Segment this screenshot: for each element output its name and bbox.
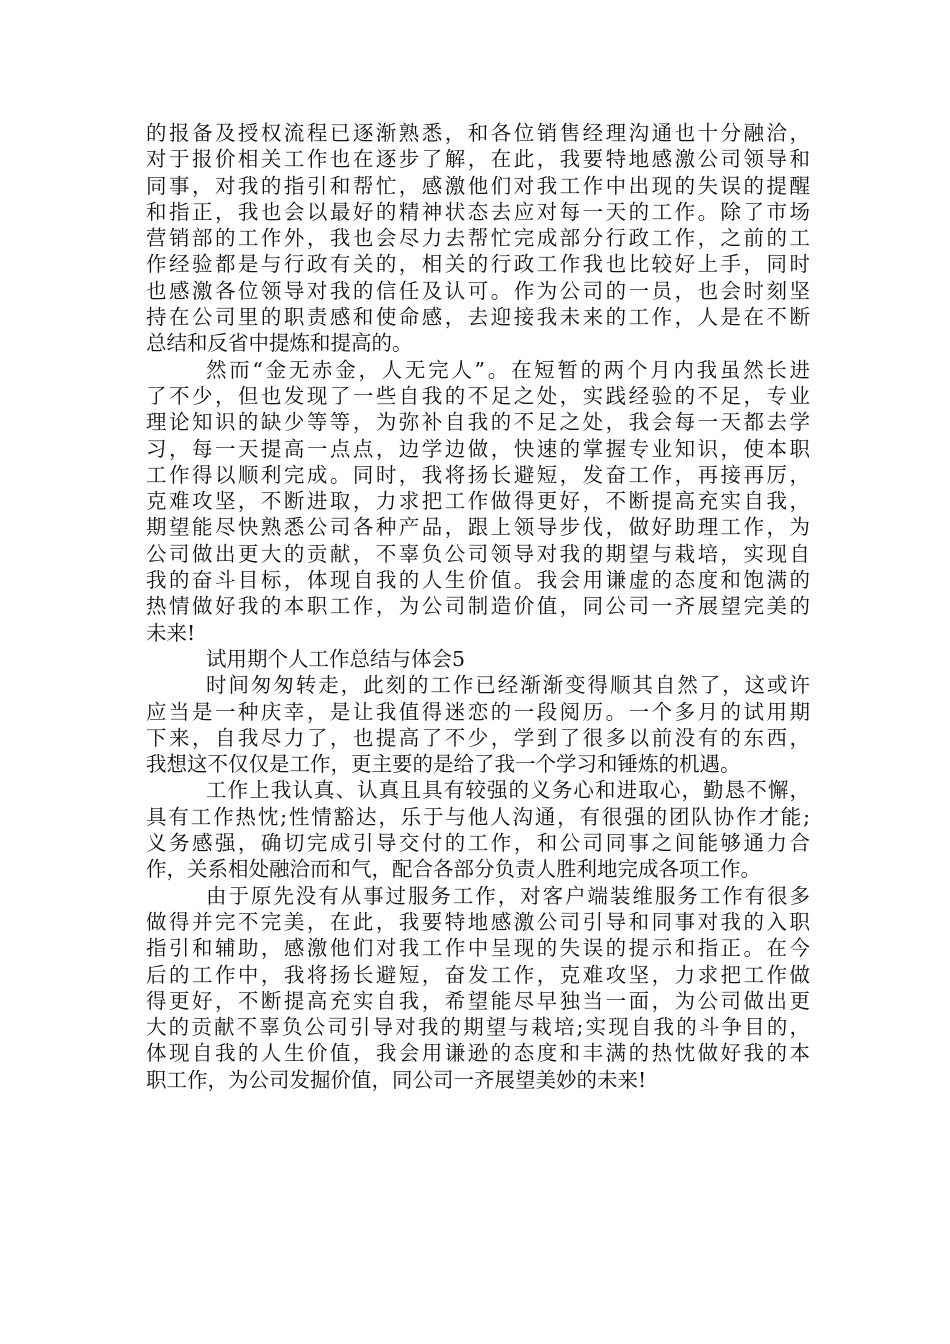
text-line: 营销部的工作外，我也会尽力去帮忙完成部分行政工作，之前的工: [146, 226, 810, 251]
text-line: 热情做好我的本职工作，为公司制造价值，同公司一齐展望完美的: [146, 594, 810, 619]
text-line: 公司做出更大的贡献，不辜负公司领导对我的期望与栽培，实现自: [146, 541, 810, 566]
text-line: 作，关系相处融洽而和气，配合各部分负责人胜利地完成各项工作。: [146, 857, 761, 882]
text-line: 工作上我认真、认真且具有较强的义务心和进取心，勤恳不懈，: [206, 778, 810, 803]
text-line: 的报备及授权流程已逐渐熟悉，和各位销售经理沟通也十分融洽，: [146, 121, 810, 145]
text-line: 了不少，但也发现了一些自我的不足之处，实践经验的不足，专业: [146, 383, 810, 408]
text-line: 工作得以顺利完成。同时，我将扬长避短，发奋工作，再接再厉，: [146, 462, 810, 487]
text-line: 具有工作热忱;性情豁达，乐于与他人沟通，有很强的团队协作才能;: [146, 804, 810, 829]
text-line: 总结和反省中提炼和提高的。: [146, 331, 413, 356]
text-line: 我想这不仅仅是工作，更主要的是给了我一个学习和锤炼的机遇。: [146, 752, 741, 777]
text-line: 理论知识的缺少等等，为弥补自我的不足之处，我会每一天都去学: [146, 410, 810, 435]
text-line: 对于报价相关工作也在逐步了解，在此，我要特地感激公司领导和: [146, 147, 810, 172]
text-line: 得更好，不断提高充实自我，希望能尽早独当一面，为公司做出更: [146, 988, 810, 1013]
text-line: 时间匆匆转走，此刻的工作已经渐渐变得顺其自然了，这或许: [206, 673, 810, 698]
text-line: 未来!: [146, 620, 196, 645]
text-line: 试用期个人工作总结与体会5: [206, 646, 466, 671]
text-line: 义务感强，确切完成引导交付的工作，和公司同事之间能够通力合: [146, 831, 810, 856]
text-line: 也感激各位领导对我的信任及认可。作为公司的一员，也会时刻坚: [146, 278, 810, 303]
text-line: 由于原先没有从事过服务工作，对客户端装维服务工作有很多: [206, 883, 810, 908]
text-line: 下来，自我尽力了，也提高了不少，学到了很多以前没有的东西，: [146, 725, 810, 750]
text-line: 期望能尽快熟悉公司各种产品，跟上领导步伐，做好助理工作，为: [146, 515, 810, 540]
text-line: 习，每一天提高一点点，边学边做，快速的掌握专业知识，使本职: [146, 436, 810, 461]
text-line: 克难攻坚，不断进取，力求把工作做得更好，不断提高充实自我，: [146, 489, 810, 514]
text-line: 体现自我的人生价值，我会用谦逊的态度和丰满的热忱做好我的本: [146, 1041, 810, 1066]
text-line: 然而“金无赤金，人无完人”。在短暂的两个月内我虽然长进: [206, 357, 810, 382]
text-line: 应当是一种庆幸，是让我值得迷恋的一段阅历。一个多月的试用期: [146, 699, 810, 724]
text-line: 持在公司里的职责感和使命感，去迎接我未来的工作，人是在不断: [146, 305, 810, 330]
text-line: 职工作，为公司发掘价值，同公司一齐展望美妙的未来!: [146, 1067, 647, 1092]
text-line: 我的奋斗目标，体现自我的人生价值。我会用谦虚的态度和饱满的: [146, 568, 810, 593]
text-line: 同事，对我的指引和帮忙，感激他们对我工作中出现的失误的提醒: [146, 173, 810, 198]
text-line: 后的工作中，我将扬长避短，奋发工作，克难攻坚，力求把工作做: [146, 962, 810, 987]
document-body: [146, 120, 810, 1093]
text-line: 指引和辅助，感激他们对我工作中呈现的失误的提示和指正。在今: [146, 936, 810, 961]
text-line: 作经验都是与行政有关的，相关的行政工作我也比较好上手，同时: [146, 252, 810, 277]
text-line: 做得并完不完美，在此，我要特地感激公司引导和同事对我的入职: [146, 909, 810, 934]
text-line: 和指正，我也会以最好的精神状态去应对每一天的工作。除了市场: [146, 199, 810, 224]
text-line: 大的贡献不辜负公司引导对我的期望与栽培;实现自我的斗争目的，: [146, 1015, 810, 1040]
